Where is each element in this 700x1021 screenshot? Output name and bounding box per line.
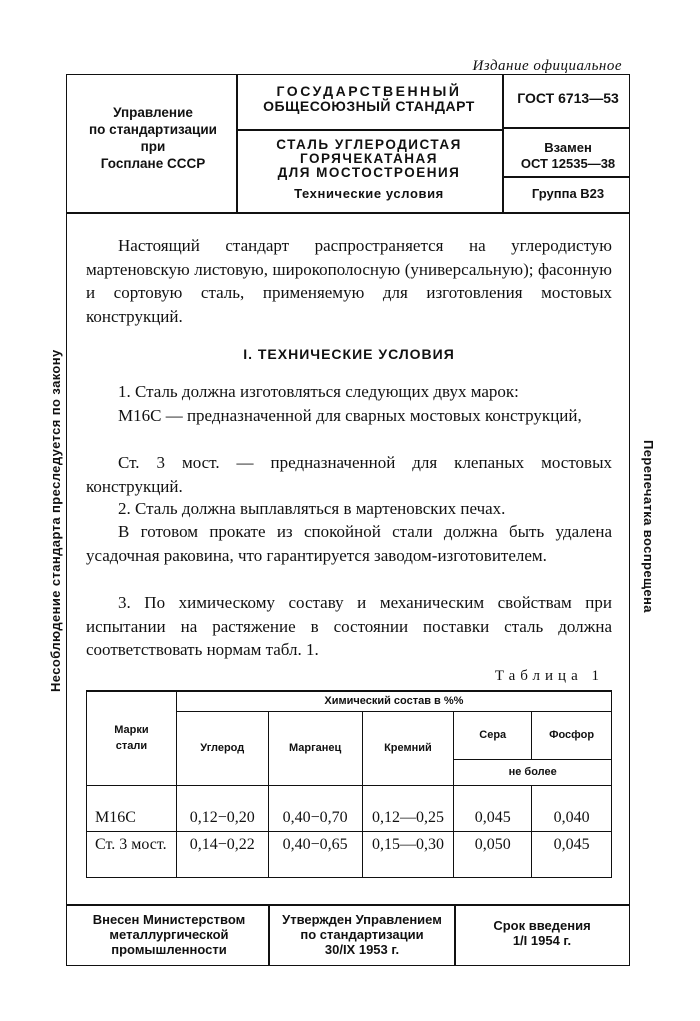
paragraph: 3. По химическому составу и механическим свойствам при испытании на растяжение в состоянии поставки сталь должна соответствовать нормам табл. 1. — [86, 593, 612, 659]
value-cell: 0,12−0,20 — [176, 785, 268, 831]
value-cell: 0,40−0,65 — [268, 831, 362, 877]
organization-block — [78, 104, 228, 172]
replaces-block — [506, 140, 630, 172]
paragraph: В готовом прокате из спокойной стали должна быть удалена усадочная раковина, что гарантируется заводом-изготовителем. — [86, 522, 612, 565]
header-divider-2 — [502, 74, 504, 212]
footer-divider-1 — [268, 904, 270, 966]
doc-title-line: ДЛЯ МОСТОСТРОЕНИЯ — [277, 165, 461, 180]
column-header: Фосфор — [532, 711, 612, 759]
paragraph: М16С — предназначенной для сварных мостовых конструкций, — [118, 406, 582, 425]
footer-line: по стандартизации — [300, 927, 424, 942]
document-subtitle: Технические условия — [294, 186, 444, 201]
chemical-composition-table — [86, 690, 612, 878]
grade-header — [87, 691, 177, 785]
header-right-line-1 — [502, 127, 630, 129]
edition-note: Издание официальное — [472, 58, 622, 74]
footer-top-line — [66, 904, 630, 906]
org-line: при — [140, 139, 166, 154]
grade-cell: Ст. 3 мост. — [87, 831, 177, 877]
footer-line: 30/IX 1953 г. — [324, 942, 400, 957]
standard-type — [238, 84, 500, 114]
org-line: Управление — [113, 105, 193, 120]
standard-type-line: ГОСУДАРСТВЕННЫЙ — [276, 83, 462, 99]
footer-divider-2 — [454, 904, 456, 966]
column-header: Кремний — [362, 711, 454, 785]
footer-line: промышленности — [111, 942, 227, 957]
header-title-line — [236, 129, 502, 131]
approved-by — [272, 912, 452, 957]
table-caption: Таблица 1 — [494, 668, 604, 684]
footer-line: металлургической — [109, 927, 229, 942]
header-bottom-line — [66, 212, 630, 214]
document-title — [238, 138, 500, 180]
value-cell: 0,14−0,22 — [176, 831, 268, 877]
standard-number: ГОСТ 6713—53 — [517, 90, 619, 106]
standard-type-line: ОБЩЕСОЮЗНЫЙ СТАНДАРТ — [263, 98, 475, 114]
column-header: Сера — [454, 711, 532, 759]
paragraph: Ст. 3 мост. — предназначенной для клепаных мостовых конструкций. — [86, 453, 612, 496]
header-right-line-2 — [502, 176, 630, 178]
grade-cell: М16С — [87, 785, 177, 831]
side-note-left: Несоблюдение стандарта преследуется по закону — [48, 349, 63, 692]
value-cell: 0,12—0,25 — [362, 785, 454, 831]
introduced-by — [74, 912, 264, 957]
column-header: Углерод — [176, 711, 268, 785]
grade-header-text: Марки стали — [114, 724, 149, 753]
value-cell: 0,045 — [532, 831, 612, 877]
org-line: по стандартизации — [89, 122, 217, 137]
side-note-right: Перепечатка воспрещена — [641, 440, 656, 613]
footer-line: Внесен Министерством — [92, 912, 246, 927]
composition-header: Химический состав в %% — [176, 691, 611, 711]
footer-line: Срок введения — [493, 918, 591, 933]
group-code: Группа В23 — [531, 186, 605, 201]
value-cell: 0,045 — [454, 785, 532, 831]
replaces-line: ОСТ 12535—38 — [520, 156, 616, 171]
footer-line: Утвержден Управлением — [282, 912, 442, 927]
footer-line: 1/I 1954 г. — [512, 933, 572, 948]
section-title: I. ТЕХНИЧЕСКИЕ УСЛОВИЯ — [243, 346, 455, 362]
limit-note: не более — [454, 759, 612, 785]
column-header: Марганец — [268, 711, 362, 785]
value-cell: 0,40−0,70 — [268, 785, 362, 831]
doc-title-line: СТАЛЬ УГЛЕРОДИСТАЯ — [276, 137, 462, 152]
effective-date — [460, 918, 624, 948]
org-line: Госплане СССР — [100, 156, 206, 171]
value-cell: 0,040 — [532, 785, 612, 831]
intro-paragraph: Настоящий стандарт распространяется на углеродистую мартеновскую листовую, широкополосную (универсальную); фасонную и сортовую сталь, применяемую для изготовления мостовых конструкций. — [86, 236, 612, 326]
paragraph: 1. Сталь должна изготовляться следующих двух марок: — [118, 382, 519, 401]
value-cell: 0,050 — [454, 831, 532, 877]
replaces-line: Взамен — [544, 140, 592, 155]
value-cell: 0,15—0,30 — [362, 831, 454, 877]
doc-title-line: ГОРЯЧЕКАТАНАЯ — [299, 151, 438, 166]
paragraph: 2. Сталь должна выплавляться в мартеновских печах. — [118, 499, 506, 518]
